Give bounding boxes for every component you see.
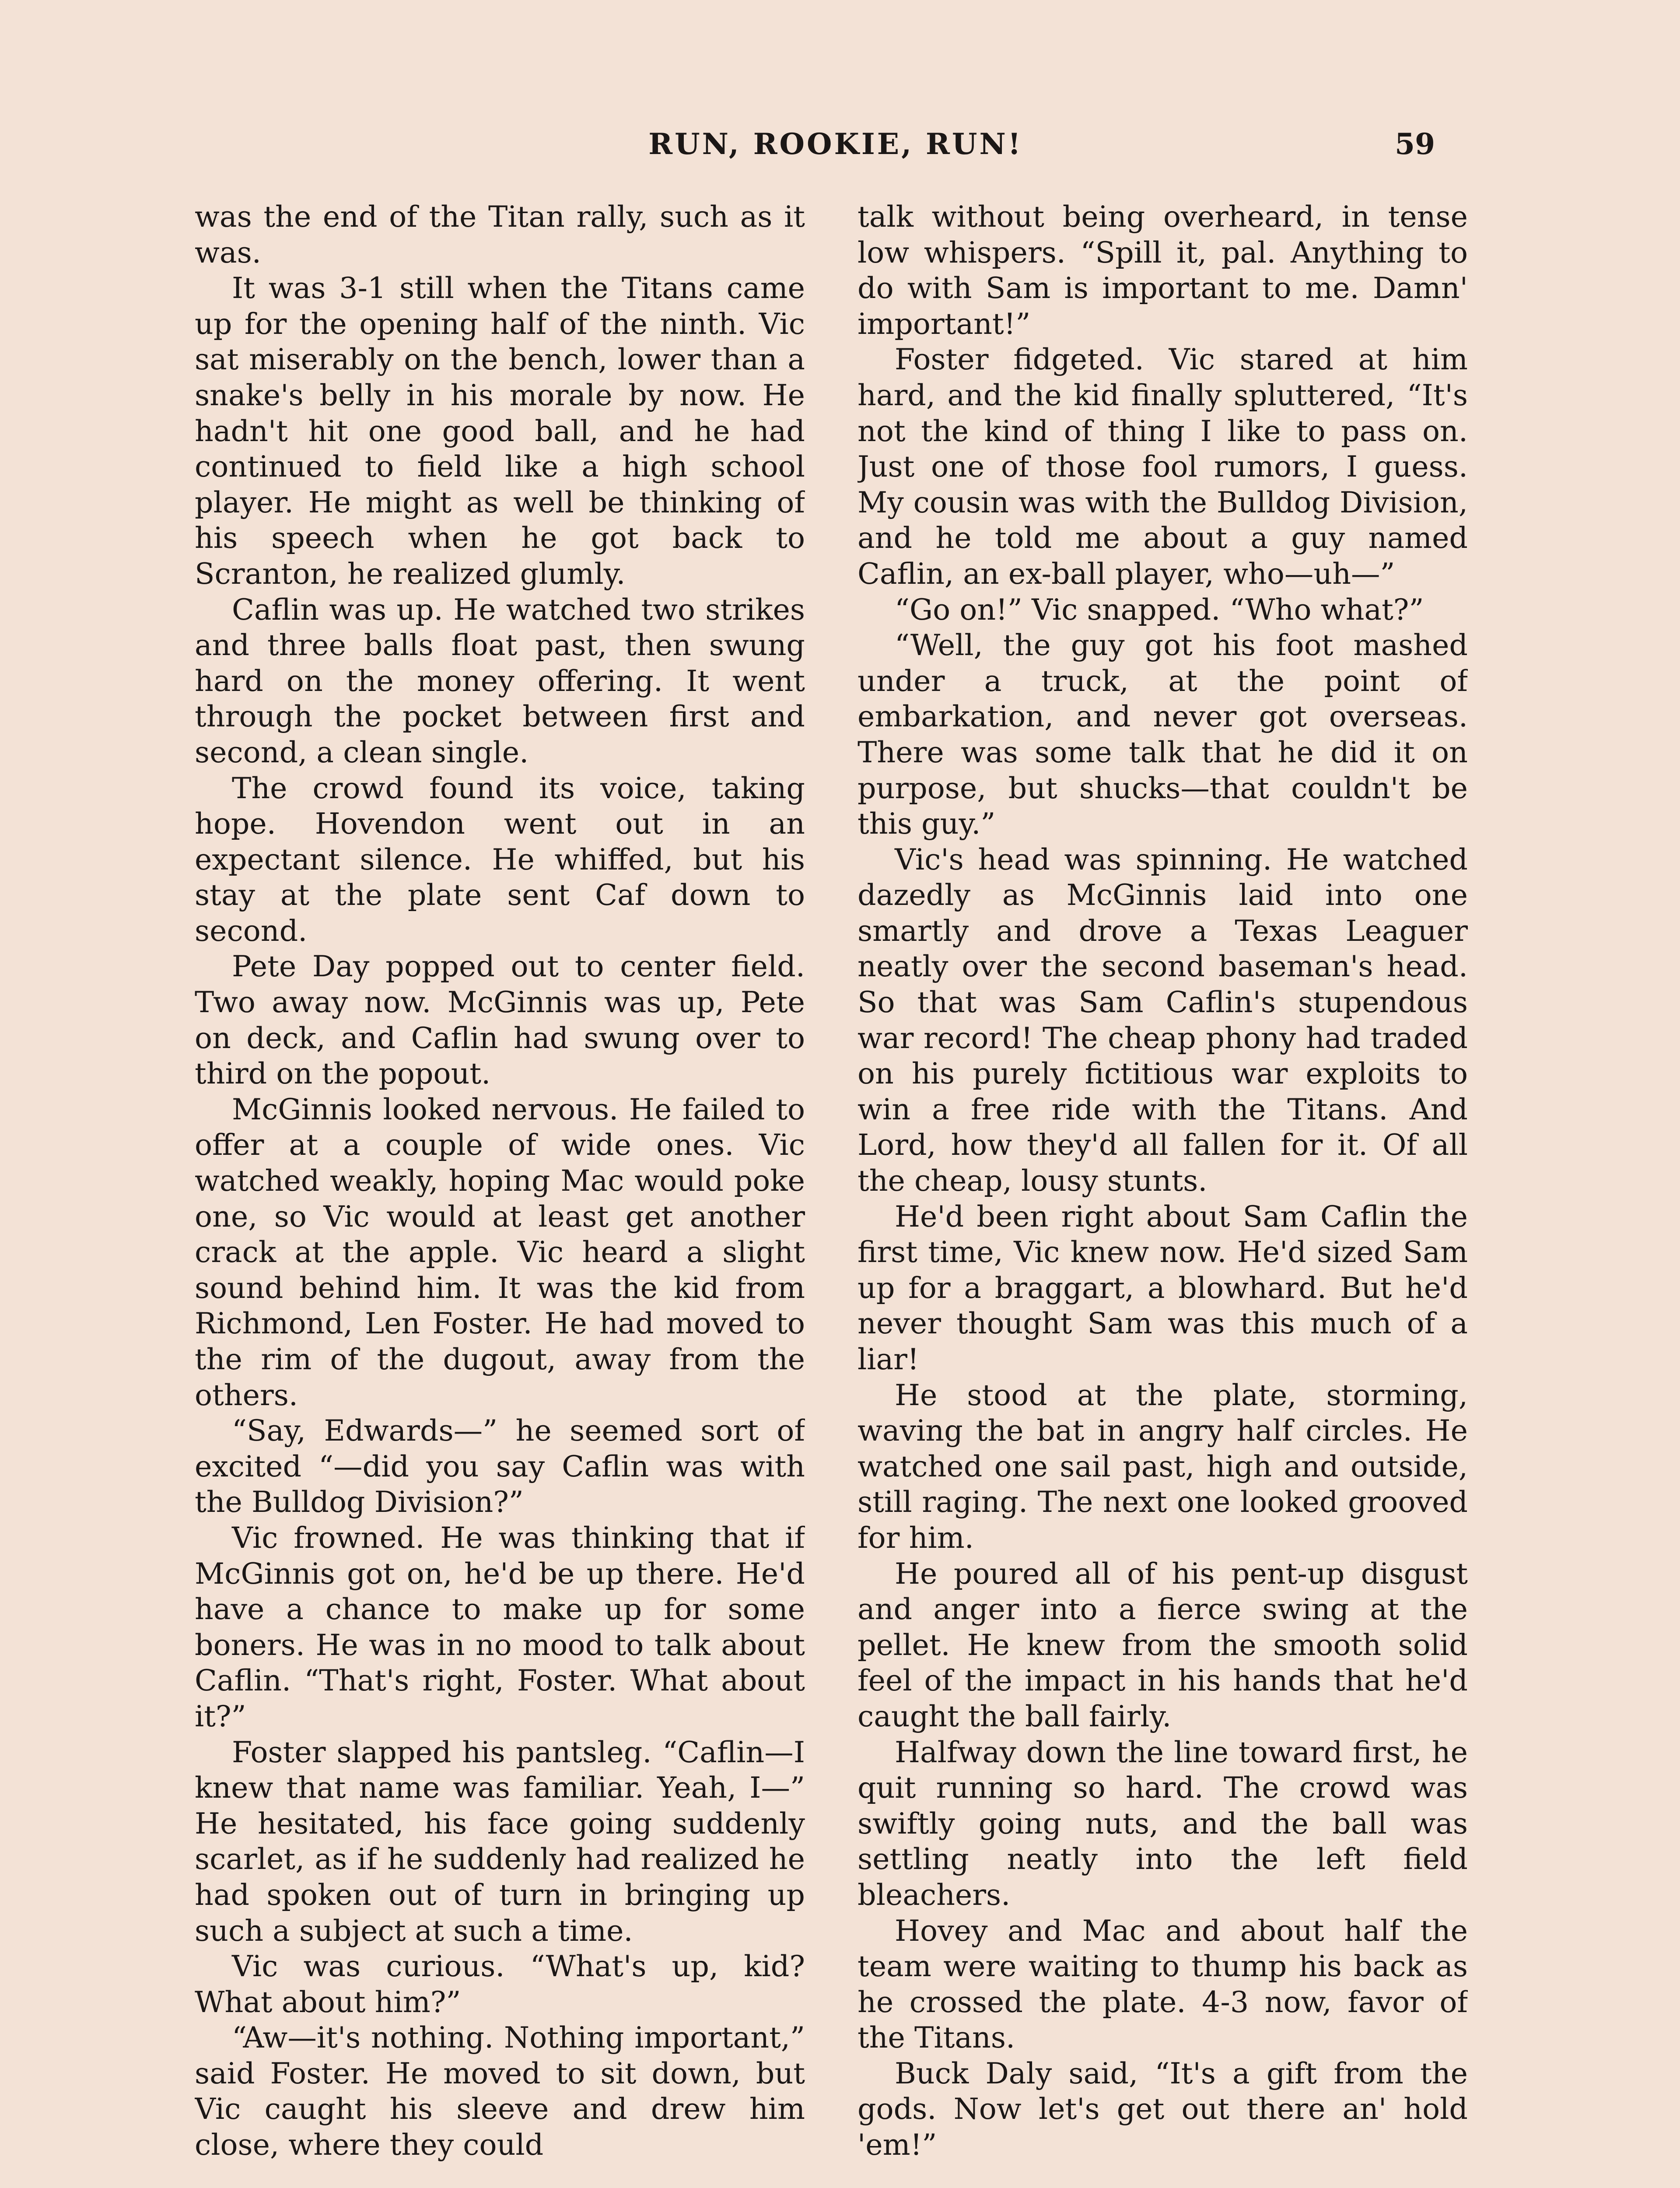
paragraph: It was 3-1 still when the Titans came up for the opening half of the ninth. Vic sat miserably on the bench, lower than a snake's belly in his morale by now. He hadn't hit one good ball, and he had continued to field like a high school player. He might as well be thinking of his speech when he got back to Scranton, he realized glumly. — [195, 271, 805, 591]
paragraph: Foster fidgeted. Vic stared at him hard, and the kid finally spluttered, “It's not the kind of thing I like to pass on. Just one of those fool rumors, I guess. My cousin was with the Bulldog Division, and he told me about a guy named Caflin, an ex-ball player, who—uh—” — [858, 342, 1468, 591]
paragraph: He poured all of his pent-up disgust and anger into a fierce swing at the pellet. He knew from the smooth solid feel of the impact in his hands that he'd caught the ball fairly. — [858, 1556, 1468, 1733]
paragraph: Buck Daly said, “It's a gift from the gods. Now let's get out there an' hold 'em!” — [858, 2056, 1468, 2162]
paragraph: Vic was curious. “What's up, kid? What about him?” — [195, 1949, 805, 2019]
right-column — [858, 199, 1468, 2188]
paragraph: Vic frowned. He was thinking that if McGinnis got on, he'd be up there. He'd have a chance to make up for some boners. He was in no mood to talk about Caflin. “That's right, Foster. What about it?” — [195, 1520, 805, 1733]
running-title: RUN, ROOKIE, RUN! — [648, 127, 1023, 161]
paragraph: Pete Day popped out to center field. Two away now. McGinnis was up, Pete on deck, and Caflin had swung over to third on the popout. — [195, 949, 805, 1091]
paragraph: McGinnis looked nervous. He failed to offer at a couple of wide ones. Vic watched weakly, hoping Mac would poke one, so Vic would at least get another crack at the apple. Vic heard a slight sound behind him. It was the kid from Richmond, Len Foster. He had moved to the rim of the dugout, away from the others. — [195, 1092, 805, 1412]
left-column — [195, 199, 805, 2188]
page-header — [192, 127, 1479, 166]
paragraph: He'd been right about Sam Caflin the first time, Vic knew now. He'd sized Sam up for a braggart, a blowhard. But he'd never thought Sam was this much of a liar! — [858, 1199, 1468, 1376]
paragraph: Hovey and Mac and about half the team were waiting to thump his back as he crossed the plate. 4-3 now, favor of the Titans. — [858, 1913, 1468, 2055]
paragraph: He stood at the plate, storming, waving the bat in angry half circles. He watched one sail past, high and outside, still raging. The next one looked grooved for him. — [858, 1378, 1468, 1555]
paragraph: Caflin was up. He watched two strikes and three balls float past, then swung hard on the money offering. It went through the pocket between first and second, a clean single. — [195, 592, 805, 769]
paragraph: “Go on!” Vic snapped. “Who what?” — [895, 592, 1424, 627]
page-number: 59 — [1395, 127, 1435, 161]
paragraph: “Say, Edwards—” he seemed sort of excited “—did you say Caflin was with the Bulldog Division?” — [195, 1413, 805, 1519]
paragraph: Vic's head was spinning. He watched dazedly as McGinnis laid into one smartly and drove a Texas Leaguer neatly over the second baseman's head. So that was Sam Caflin's stupendous war record! The cheap phony had traded on his purely fictitious war exploits to win a free ride with the Titans. And Lord, how they'd all fallen for it. Of all the cheap, lousy stunts. — [858, 842, 1468, 1198]
paragraph: The crowd found its voice, taking hope. Hovendon went out in an expectant silence. He whiffed, but his stay at the plate sent Caf down to second. — [195, 771, 805, 948]
paragraph: Foster slapped his pantsleg. “Caflin—I knew that name was familiar. Yeah, I—” He hesitated, his face going suddenly scarlet, as if he suddenly had realized he had spoken out of turn in bringing up such a subject at such a time. — [195, 1735, 805, 1948]
paragraph: talk without being overheard, in tense low whispers. “Spill it, pal. Anything to do with Sam is important to me. Damn' important!” — [858, 200, 1468, 341]
paragraph: Halfway down the line toward first, he quit running so hard. The crowd was swiftly going nuts, and the ball was settling neatly into the left field bleachers. — [858, 1735, 1468, 1912]
paragraph: “Well, the guy got his foot mashed under a truck, at the point of embarkation, and never got overseas. There was some talk that he did it on purpose, but shucks—that couldn't be this guy.” — [858, 628, 1468, 841]
paragraph: was the end of the Titan rally, such as it was. — [195, 200, 805, 270]
paragraph: “Aw—it's nothing. Nothing important,” said Foster. He moved to sit down, but Vic caught his sleeve and drew him close, where they could — [195, 2020, 805, 2162]
